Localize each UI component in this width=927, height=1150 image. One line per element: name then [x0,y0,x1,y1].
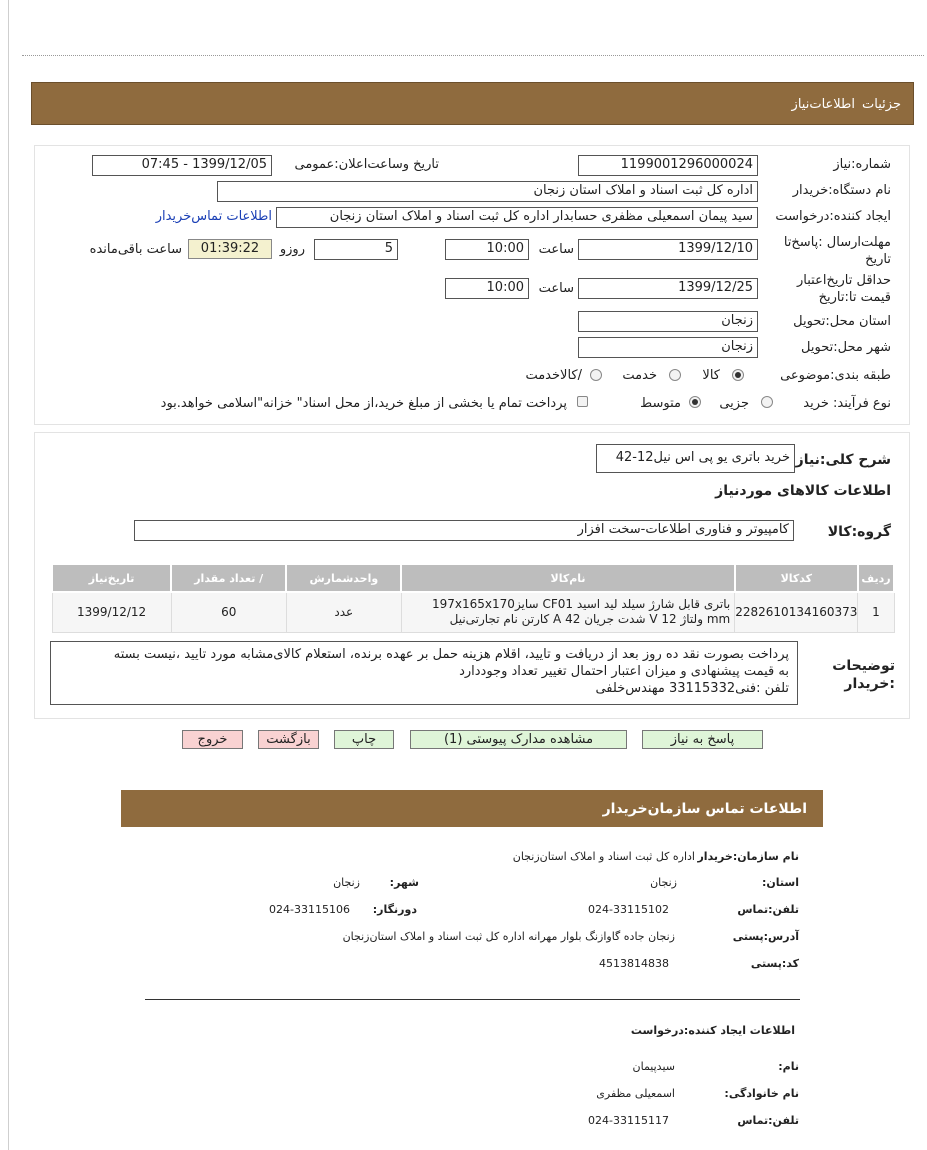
buyer-org-field: اداره کل ثبت اسناد و املاک استان زنجان [217,181,758,202]
need-description-label: شرح کلی‌:نیاز [795,452,891,468]
contact-postal-value: 4513814838 [599,957,669,970]
cell-unit: عدد [286,592,401,632]
contact-phone-value: 024-33115102 [588,903,669,916]
contact-address-value: زنجان جاده گاوازنگ بلوار مهرانه اداره کل ثبت اسناد و املاک استان‌زنجان [342,930,675,943]
notes-line-3: تلفن :فنی33115332 مهندس‌خلفی [595,681,789,696]
contact-fax-value: 024-33115106 [269,903,350,916]
validity-date-field: 1399/12/25 [578,278,758,299]
category-label: طبقه بندی:موضوعی [780,368,891,383]
notes-line-2: به قیمت پیشنهادی و میزان اعتبار احتمال تغییر تعداد وجوددارد [459,664,789,679]
creator-phone-label: تلفن:تماس [737,1114,799,1127]
process-partial-radio[interactable] [761,396,773,408]
category-goods-radio[interactable] [732,369,744,381]
contact-phone-label: تلفن:تماس [737,903,799,916]
contact-address-label: آدرس:پستی [732,930,799,943]
announce-date-label: تاریخ وساعت‌اعلان:عمومی [294,157,439,172]
need-number-field: 1199001296000024 [578,155,758,176]
tab-details[interactable]: جزئیات [862,97,901,112]
creator-phone-value: 024-33115117 [588,1114,669,1127]
process-partial-label: جزیی [719,396,749,411]
remaining-label: ساعت باقی‌مانده [89,242,182,257]
contact-province-label: استان: [762,876,799,889]
deadline-date-field: 1399/12/10 [578,239,758,260]
cell-code: 2282610134160373 [735,592,858,632]
creator-label: ایجاد کننده:درخواست [775,209,891,224]
city-label: شهر محل:تحویل [801,340,891,355]
process-medium-label: متوسط [640,396,681,411]
province-label: استان محل:تحویل [793,314,891,329]
province-field: زنجان [578,311,758,332]
col-name: نام‌کالا [401,564,734,592]
view-attachments-button[interactable]: مشاهده مدارک پیوستی (1) [410,730,627,749]
notes-line-1: پرداخت بصورت نقد ده روز بعد از دریافت و تایید، اقلام هزینه حمل بر عهده برنده، استعلام کالای‌مشابه مورد تایید ،نیست بسته [113,647,789,662]
creator-name-value: سیدپیمان [632,1060,675,1073]
buyer-contact-link[interactable]: اطلاعات تماس‌خریدار [155,209,272,224]
contact-province-value: زنجان [650,876,677,889]
days-field: 5 [314,239,398,260]
creator-family-value: اسمعیلی مظفری [596,1087,675,1100]
creator-family-label: نام خانوادگی: [724,1087,799,1100]
contact-fax-label: دورنگار: [372,903,417,916]
category-goods-service-radio[interactable] [590,369,602,381]
creator-info-title: اطلاعات ایجاد کننده:درخواست [630,1024,795,1037]
validity-time-field: 10:00 [445,278,529,299]
validity-time-label: ساعت [538,281,574,296]
goods-group-field: کامپیوتر و فناوری اطلاعات-سخت افزار [134,520,794,541]
col-code: کدکالا [735,564,858,592]
contact-city-label: شهر: [389,876,419,889]
buyer-notes-box [50,641,798,705]
contact-info-title: اطلاعات تماس سازمان‌خریدار [602,801,807,817]
left-border-line [8,0,9,1150]
category-service-radio[interactable] [669,369,681,381]
creator-field: سید پیمان اسمعیلی مظفری حسابدار اداره کل ثبت اسناد و املاک استان زنجان [276,207,758,228]
tab-need-info[interactable]: اطلاعات‌نیاز [791,97,855,112]
contact-postal-label: کد:پستی [750,957,799,970]
cell-date: 1399/12/12 [52,592,171,632]
deadline-time-field: 10:00 [445,239,529,260]
cell-name: باتری قابل شارژ سیلد لید اسید CF01 سایز197x165x170 mm ولتاژ 12 V شدت جریان 42 A کارتن نام تجارتی‌نیل [401,592,734,632]
exit-button[interactable]: خروج [182,730,243,749]
org-name-label: نام سازمان:خریدار [697,850,799,863]
section-divider [145,999,800,1000]
creator-name-label: نام: [778,1060,799,1073]
goods-info-title: اطلاعات کالاهای موردنیاز [715,483,891,499]
process-type-label: نوع فرآیند: خرید [803,396,891,411]
back-button[interactable]: بازگشت [258,730,319,749]
contact-info-bar [121,790,823,827]
cell-row: 1 [858,592,894,632]
need-description-field: خرید باتری یو پی اس نیل12-42 [596,444,795,473]
treasury-text: پرداخت تمام یا بخشی از مبلغ خرید،از محل اسناد" خزانه"اسلامی خواهد.بود [160,396,567,411]
cell-qty: 60 [171,592,286,632]
category-goods-label: کالا [702,368,720,383]
buyer-org-label: نام دستگاه:خریدار [792,183,891,198]
col-date: تاریخ‌نیاز [52,564,171,592]
col-qty: / تعداد مقدار [171,564,286,592]
need-number-label: شماره:نیاز [833,157,891,172]
process-medium-radio[interactable] [689,396,701,408]
table-row [52,592,894,632]
treasury-checkbox[interactable] [577,396,588,407]
goods-group-label: گروه:کالا [827,524,891,540]
goods-table [51,563,895,633]
print-button[interactable]: چاپ [334,730,394,749]
respond-button[interactable]: پاسخ به نیاز [642,730,763,749]
contact-city-value: زنجان [333,876,360,889]
buyer-notes-label: توضیحات :خریدار [832,658,895,692]
announce-date-field: 1399/12/05 - 07:45 [92,155,272,176]
dotted-divider [22,55,924,56]
deadline-time-label: ساعت [538,242,574,257]
city-field: زنجان [578,337,758,358]
header-bar [31,82,914,125]
days-label: روزو [279,242,305,257]
validity-label: حداقل تاریخ‌اعتبار قیمت تا:تاریخ [797,273,891,305]
col-unit: واحدشمارش [286,564,401,592]
deadline-label: مهلت‌ارسال :پاسخ‌تا تاریخ [783,235,891,267]
category-goods-service-label: /کالاخدمت [525,368,582,383]
org-name-value: اداره کل ثبت اسناد و املاک استان‌زنجان [512,850,695,863]
category-service-label: خدمت [622,368,657,383]
col-row: ردیف [858,564,894,592]
remaining-time-display: 01:39:22 [188,239,272,259]
